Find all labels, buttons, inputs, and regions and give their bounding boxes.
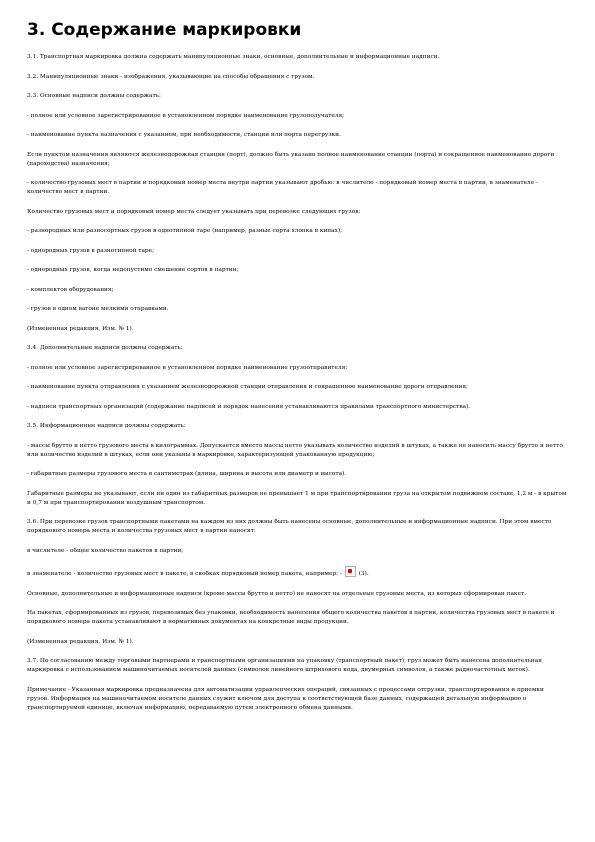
clause-3-4: 3.4. Дополнительные надписи должны содержать: <box>27 345 183 351</box>
paragraph: На пакетах, сформированных из грузов, перевозимых без упаковки, необходимость нанесения общего количества пакетов в партии, количества грузовых мест в пакете и порядкового номера пакета устанавливают в нормативных документах на конкретные виды продукции. <box>27 610 555 625</box>
paragraph-text-after: (3). <box>356 571 369 577</box>
revision-note: (Измененная редакция, Изм. № 1). <box>27 325 134 332</box>
page-title: 3. Содержание маркировки <box>27 20 302 40</box>
list-item: - грузов в одном вагоне мелкими отправками. <box>27 306 169 312</box>
list-item: - однородных грузов, когда недопустимо смешение сортов в партии; <box>27 267 239 273</box>
list-item: - количество грузовых мест в партии и порядковый номер места внутри партии указывают дробью: в числителе - порядковый номер места в партии, в знаменателе - количество мест в партии. <box>27 180 538 195</box>
list-item: - массы брутто и нетто грузового места в килограммах. Допускается вместо массы нетто указывать количество изделий в штуках, а также не наносить массу брутто и нетто или количество изделий в штуках, если они указаны в маркировке, характеризующей упакованную продукцию; <box>27 442 563 458</box>
clause-3-5: 3.5. Информационные надписи должны содержать: <box>27 423 186 429</box>
paragraph: Если пунктом назначения являются железнодорожная станция (порт), должно быть указано полное наименование станции (порта) и сокращенное наименование дороги (пароходства) назначения; <box>27 151 555 167</box>
list-item: - комплектов оборудования; <box>27 286 114 293</box>
paragraph-with-image <box>27 566 567 579</box>
paragraph: Габаритные размеры не указывают, если ни один из габаритных размеров не превышает 1 м при транспортировании груза на открытом подвижном составе, 1,2 м - в крытом и 0,7 м при транспортировании воздушным транспортом. <box>27 490 567 506</box>
revision-note: (Измененная редакция, Изм. № 1). <box>27 638 134 645</box>
clause-3-1: 3.1. Транспортная маркировка должна содержать манипуляционные знаки, основные, дополнительные и информационные надписи. <box>27 54 440 60</box>
clause-3-3: 3.3. Основные надписи должны содержать: <box>27 93 161 99</box>
paragraph-text-before: в знаменателе - количество грузовых мест в пакете, в скобках порядковый номер пакета, например: - <box>27 571 344 577</box>
list-item: - однородных грузов в разнотипной таре; <box>27 247 155 254</box>
note: Примечание - Указанная маркировка предназначена для автоматизации управленческих операций, связанных с процессами отгрузки, транспортирования и приемки грузов. Информация на машиночитаемом носителе данных служит ключом для доступа к соответствующей базе данных, содержащей детальную информацию о транспортируемой единице, включая информацию, передаваемую путем электронного обмена данными. <box>27 686 544 711</box>
list-item: - полное или условное зарегистрированное в установленном порядке наименование грузополучателя; <box>27 112 345 119</box>
document-page <box>27 20 567 723</box>
list-item: - габаритные размеры грузового места в сантиметрах (длина, ширина и высота или диаметр и высота). <box>27 471 347 477</box>
clause-3-7: 3.7. По согласованию между торговыми партнерами и транспортными организациями на упаковку (транспортный пакет), груз может быть нанесена дополнительная маркировка с использованием машиночитаемых носителей данных (символов линейного штрихового кода, двумерных символов, а также радиочастотных меток). <box>27 658 542 673</box>
paragraph: в числителе - общее количество пакетов в партии; <box>27 547 184 554</box>
list-item: - наименование пункта назначения с указанием, при необходимости, станции или порта перегрузки. <box>27 132 341 138</box>
paragraph: Количество грузовых мест и порядковый номер места следует указывать при перевозке следующих грузов: <box>27 208 361 215</box>
list-item: - полное или условное зарегистрированное в установленном порядке наименование грузоотправителя; <box>27 364 348 371</box>
list-item: - надписи транспортных организаций (содержание надписей и порядок нанесения устанавливаются правилами транспортного министерства). <box>27 403 471 410</box>
paragraph: Основные, дополнительные и информационные надписи (кроме массы брутто и нетто) не наносят на отдельные грузовые места, из которых сформирован пакет. <box>27 590 527 597</box>
clause-3-2: 3.2. Манипуляционные знаки - изображения, указывающие на способы обращения с грузом. <box>27 73 315 80</box>
list-item: - разнородных или разносортных грузов в однотипной таре (например, разные сорта хлопка в кипах); <box>27 228 343 234</box>
list-item: - наименование пункта отправления с указанием железнодорожной станции отправления и сокращенное наименование дороги отправления; <box>27 384 468 390</box>
clause-3-6: 3.6. При перевозке грузов транспортными пакетами на каждом из них должны быть нанесены основные, дополнительные и информационные надписи. При этом вместо порядкового номера места и количества грузовых мест в партии наносят: <box>27 519 552 534</box>
broken-image-icon <box>345 566 356 577</box>
